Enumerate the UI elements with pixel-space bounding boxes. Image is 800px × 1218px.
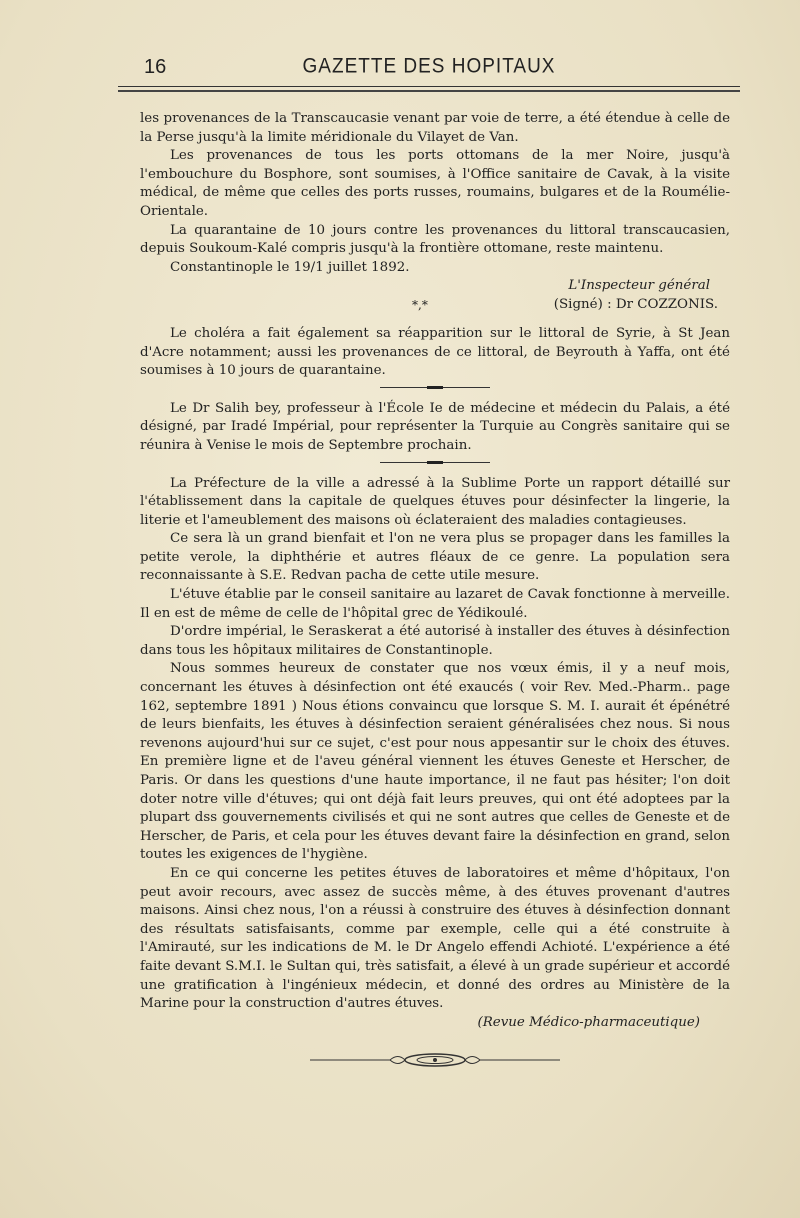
- dateline: Constantinople le 19/1 juillet 1892.: [170, 259, 410, 275]
- journal-title: GAZETTE DES HOPITAUX: [302, 54, 556, 78]
- signature-name: (Signé) : Dr COZZONIS.: [553, 296, 718, 312]
- article-body: [140, 110, 730, 1070]
- paragraph: D'ordre impérial, le Seraskerat a été autorisé à installer des étuves à désinfection dans tous les hôpitaux militaires de Constantinople.: [140, 624, 730, 658]
- paragraph: Le Dr Salih bey, professeur à l'École Ie de médecine et médecin du Palais, a été désigné, par Iradé Impérial, pour représenter la Turquie au Congrès sanitaire qui se réunira à Venise le mois de Septembre prochain.: [140, 400, 730, 453]
- header-rule-thick: [118, 90, 740, 92]
- ornament-icon: [310, 1050, 560, 1070]
- paragraph: Le choléra a fait également sa réapparition sur le littoral de Syrie, à St Jean d'Acre notamment; aussi les provenances de ce littoral, de Beyrouth à Yaffa, ont été soumises à 10 jours de quarantaine.: [140, 325, 730, 379]
- source-citation: (Revue Médico-pharmaceutique): [477, 1014, 700, 1030]
- paragraph: En ce qui concerne les petites étuves de laboratoires et même d'hôpitaux, l'on peut avoir recours, avec assez de succès même, à des étuves provenant d'autres maisons. Ainsi chez nous, l'on a réussi à construire des étuves à désinfection donnant des résultats satisfaisants, comme par exemple, celle qui a été construite à l'Amirauté, sur les indications de M. le Dr Angelo effendi Achioté. L'expérience a été faite devant S.M.I. le Sultan qui, très satisfait, a élevé à un grade supérieur et accordé une gratification à l'ingénieux médecin, et donné des ordres au Ministère de la Marine pour la construction d'autres étuves.: [140, 865, 730, 1012]
- page-header: [118, 56, 740, 80]
- paragraph: les provenances de la Transcaucasie venant par voie de terre, a été étendue à celle de la Perse jusqu'à la limite méridionale du Vilayet de Van.: [140, 111, 730, 145]
- section-separator: [380, 462, 490, 463]
- paragraph: Ce sera là un grand bienfait et l'on ne vera plus se propager dans les familles la petite verole, la diphthérie et autres fléaux de ce genre. La population sera reconnaissante à S.E. Redvan pacha de cette utile mesure.: [140, 531, 730, 584]
- paragraph: La Préfecture de la ville a adressé à la Sublime Porte un rapport détaillé sur l'établissement dans la capitale de quelques étuves pour désinfecter la lingerie, la literie et l'ameublement des maisons où éclateraient des maladies contagieuses.: [140, 475, 730, 528]
- paragraph: La quarantaine de 10 jours contre les provenances du littoral transcaucasien, depuis Soukoum-Kalé compris jusqu'à la frontière ottomane, reste maintenu.: [140, 222, 730, 257]
- header-rule: [118, 86, 740, 87]
- signature-role: L'Inspecteur général: [568, 278, 710, 294]
- paragraph: Nous sommes heureux de constater que nos vœux émis, il y a neuf mois, concernant les étuves à désinfection ont été exaucés ( voir Rev. Med.-Pharm.. page 162, septembre 1891 ) Nous étions convaincu que lorsque S. M. I. aurait ét épénétré de leurs bienfaits, les étuves à désinfection seraient généralisées chez nous. Si nous revenons aujourd'hui sur ce sujet, c'est pour nous appesantir sur le choix des étuves. En première ligne et de l'aveu général viennent les étuves Geneste et Herscher, de Paris. Or dans les questions d'une haute importance, il ne faut pas hésiter; l'on doit doter notre ville d'étuves; qui ont déjà fait leurs preuves, qui ont été adoptees par la plupart dss gouvernements civilisés et qui ne sont autres que celles de Geneste et de Herscher, de Paris, et cela pour les étuves devant faire la désinfection en grand, selon toutes les exigences de l'hygiène.: [140, 661, 730, 863]
- section-separator: [380, 387, 490, 388]
- paragraph: Les provenances de tous les ports ottomans de la mer Noire, jusqu'à l'embouchure du Bosphore, sont soumises, à l'Office sanitaire de Cavak, à la visite médical, de même que celles des ports russes, roumains, bulgares et de la Roumélie-Orientale.: [140, 148, 730, 219]
- signature-line: [140, 296, 730, 315]
- page-number: 16: [144, 56, 167, 78]
- asterism: *,*: [412, 297, 428, 312]
- paragraph: L'étuve établie par le conseil sanitaire au lazaret de Cavak fonctionne à merveille. Il en est de même de celle de l'hôpital grec de Yédikoulé.: [140, 587, 730, 621]
- end-ornament: [140, 1050, 730, 1070]
